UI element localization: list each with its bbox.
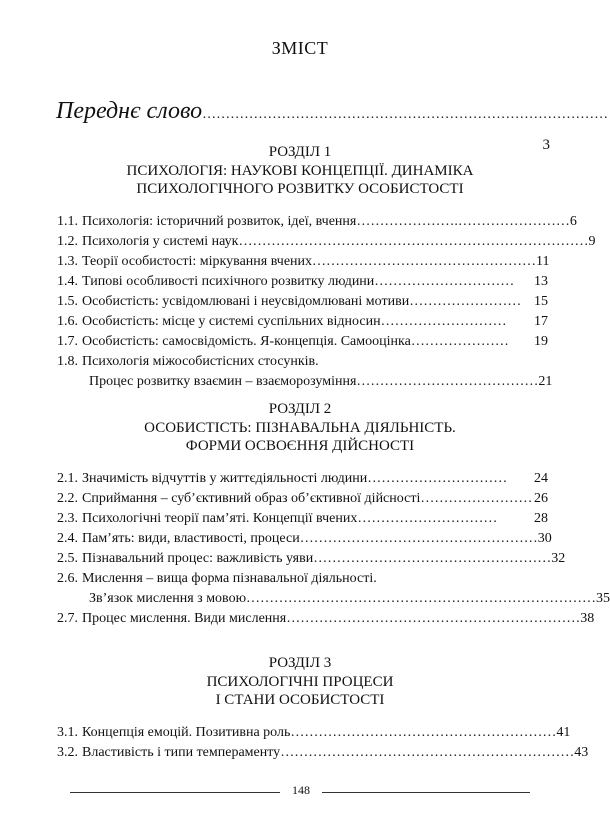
toc-text: Психологія: історичний розвиток, ідеї, вчення bbox=[82, 214, 357, 229]
toc-dots: ………………………… bbox=[374, 274, 515, 289]
toc-text: Пам’ять: види, властивості, процеси bbox=[82, 531, 300, 546]
toc-number: 1.2. bbox=[57, 234, 78, 249]
toc-entry-2-5[interactable] bbox=[57, 549, 566, 569]
section-title-line: ПСИХОЛОГІЯ: НАУКОВІ КОНЦЕПЦІЇ. ДИНАМІКА bbox=[126, 162, 474, 179]
toc-text: Психологічні теорії пам’яті. Концепції вчених bbox=[82, 511, 358, 526]
toc-text: Сприймання – суб’єктивний образ об’єктивної дійсності bbox=[82, 491, 421, 506]
toc-page: 17 bbox=[534, 314, 548, 329]
foreword-dots: …………………………………………………………………………… bbox=[202, 107, 609, 122]
toc-page: 26 bbox=[534, 491, 548, 506]
toc-text: Особистість: самосвідомість. Я-концепція. Самооцінка bbox=[82, 334, 411, 349]
toc-page: 9 bbox=[588, 234, 596, 249]
toc-page: 11 bbox=[536, 254, 550, 269]
toc-dots: …………………… bbox=[420, 491, 533, 506]
toc-number: 2.7. bbox=[57, 611, 78, 626]
toc-entry-1-2[interactable] bbox=[57, 232, 596, 252]
toc-number: 2.6. bbox=[57, 571, 78, 586]
toc-number: 1.7. bbox=[57, 334, 78, 349]
toc-dots: ……………………………………………………… bbox=[280, 745, 575, 760]
toc-dots: ………………….…………………… bbox=[356, 214, 570, 229]
toc-dots: ………………………………………………… bbox=[290, 725, 557, 740]
toc-text: Психологія міжособистісних стосунків. bbox=[82, 354, 319, 369]
toc-page: 38 bbox=[580, 611, 595, 626]
toc-dots: ……………………………………………………… bbox=[286, 611, 581, 626]
toc-number: 2.5. bbox=[57, 551, 78, 566]
toc-entry-1-7[interactable] bbox=[57, 332, 548, 352]
toc-number: 1.3. bbox=[57, 254, 78, 269]
section-title-line: ФОРМИ ОСВОЄННЯ ДІЙСНОСТІ bbox=[185, 438, 415, 454]
toc-dots: ………………………………………… bbox=[312, 254, 537, 269]
toc-entry-2-4[interactable] bbox=[57, 529, 552, 549]
toc-page: 13 bbox=[534, 274, 548, 289]
toc-text: Теорії особистості: міркування вчених bbox=[82, 254, 313, 269]
toc-page: 30 bbox=[537, 531, 552, 546]
toc-page: 41 bbox=[556, 725, 571, 740]
toc-entry-1-6[interactable] bbox=[57, 312, 548, 332]
section-1-heading bbox=[0, 143, 600, 199]
toc-number: 2.3. bbox=[57, 511, 78, 526]
toc-text: Процес мислення. Види мислення bbox=[82, 611, 287, 626]
foreword-title: Переднє слово bbox=[56, 98, 203, 124]
toc-dots: ………………… bbox=[410, 334, 509, 349]
toc-page: 6 bbox=[569, 214, 577, 229]
section-title-line: ПСИХОЛОГІЧНОГО РОЗВИТКУ ОСОБИСТОСТІ bbox=[136, 181, 464, 197]
toc-entry-2-1[interactable] bbox=[57, 469, 548, 489]
toc-page: 24 bbox=[534, 471, 548, 486]
section-title-line: ОСОБИСТІСТЬ: ПІЗНАВАЛЬНА ДІЯЛЬНІСТЬ. bbox=[144, 419, 456, 436]
toc-number: 1.1. bbox=[57, 214, 78, 229]
toc-dots: …………………………………………… bbox=[299, 531, 538, 546]
toc-text: Типові особливості психічного розвитку людини bbox=[82, 274, 375, 289]
section-heading-label: РОЗДІЛ 3 bbox=[268, 655, 332, 671]
section-heading-label: РОЗДІЛ 1 bbox=[268, 144, 332, 160]
toc-entry-2-3[interactable] bbox=[57, 509, 548, 529]
page-number: 148 bbox=[292, 783, 310, 797]
foreword-page: 3 bbox=[541, 130, 551, 160]
toc-page: 35 bbox=[596, 591, 610, 606]
toc-dots: ………………………………… bbox=[356, 374, 539, 389]
toc-number: 2.1. bbox=[57, 471, 78, 486]
toc-text: Процес розвитку взаємин – взаєморозуміння bbox=[89, 374, 357, 389]
footer-rule-left bbox=[70, 792, 280, 793]
section-heading-label: РОЗДІЛ 2 bbox=[268, 401, 332, 417]
toc-text: Особистість: усвідомлювані і неусвідомлювані мотиви bbox=[82, 294, 410, 309]
toc-entry-2-6-cont[interactable] bbox=[89, 589, 610, 609]
toc-entry-2-6[interactable] bbox=[57, 569, 548, 589]
toc-number: 1.5. bbox=[57, 294, 78, 309]
toc-number: 2.2. bbox=[57, 491, 78, 506]
toc-entry-1-3[interactable] bbox=[57, 252, 548, 272]
toc-text: Концепція емоцій. Позитивна роль bbox=[82, 725, 291, 740]
toc-entry-1-5[interactable] bbox=[57, 292, 548, 312]
toc-text: Психологія у системі наук bbox=[82, 234, 239, 249]
toc-page: 15 bbox=[534, 294, 548, 309]
toc-entry-1-1[interactable] bbox=[57, 212, 577, 232]
toc-text: Пізнавальний процес: важливість уяви bbox=[82, 551, 314, 566]
toc-dots: ……………………… bbox=[380, 314, 507, 329]
toc-page: 43 bbox=[574, 745, 589, 760]
toc-entry-1-4[interactable] bbox=[57, 272, 548, 292]
toc-dots: …………………… bbox=[409, 294, 522, 309]
toc-entry-1-8-cont[interactable] bbox=[89, 372, 553, 392]
section-title-line: І СТАНИ ОСОБИСТОСТІ bbox=[215, 692, 385, 708]
toc-dots: ………………………………………………………………… bbox=[238, 234, 589, 249]
toc-text: Властивість і типи темпераменту bbox=[82, 745, 281, 760]
toc-dots: ………………………… bbox=[357, 511, 498, 526]
toc-page: 21 bbox=[538, 374, 553, 389]
toc-text: Мислення – вища форма пізнавальної діяльності. bbox=[82, 571, 377, 586]
section-title-line: ПСИХОЛОГІЧНІ ПРОЦЕСИ bbox=[206, 673, 394, 690]
toc-entry-3-2[interactable] bbox=[57, 743, 589, 763]
toc-text: Зв’язок мислення з мовою bbox=[89, 591, 247, 606]
toc-page: 32 bbox=[551, 551, 566, 566]
footer-rule-right bbox=[322, 792, 530, 793]
toc-number: 1.6. bbox=[57, 314, 78, 329]
toc-text: Особистість: місце у системі суспільних відносин bbox=[82, 314, 381, 329]
toc-number: 1.4. bbox=[57, 274, 78, 289]
toc-entry-3-1[interactable] bbox=[57, 723, 571, 743]
section-2-heading bbox=[0, 400, 600, 456]
toc-dots: …………………………………………… bbox=[313, 551, 552, 566]
toc-entry-2-7[interactable] bbox=[57, 609, 595, 629]
toc-number: 1.8. bbox=[57, 354, 78, 369]
toc-dots: ………………………… bbox=[367, 471, 508, 486]
toc-page: 28 bbox=[534, 511, 548, 526]
toc-text: Значимість відчуттів у життєдіяльності людини bbox=[82, 471, 368, 486]
toc-page: 19 bbox=[534, 334, 548, 349]
toc-dots: ………………………………………………………………… bbox=[246, 591, 597, 606]
toc-number: 3.1. bbox=[57, 725, 78, 740]
toc-entry-1-8[interactable] bbox=[57, 352, 548, 372]
toc-number: 3.2. bbox=[57, 745, 78, 760]
toc-number: 2.4. bbox=[57, 531, 78, 546]
section-3-heading bbox=[0, 654, 600, 710]
toc-entry-2-2[interactable] bbox=[57, 489, 548, 509]
page-title: ЗМІСТ bbox=[271, 38, 329, 58]
